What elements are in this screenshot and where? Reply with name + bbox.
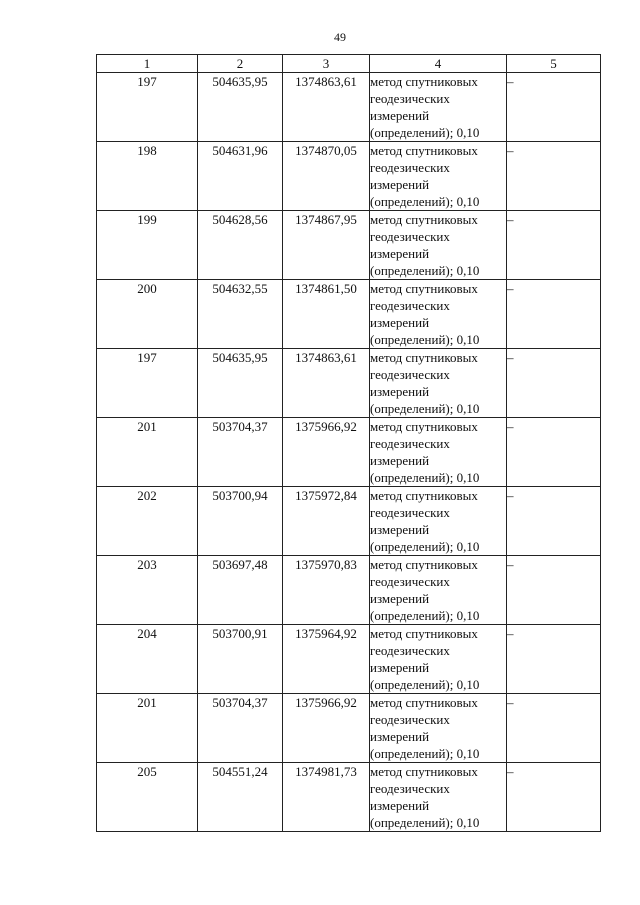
table-row [97,556,601,625]
point-number-cell: 197 [97,349,198,418]
column-header-1: 1 [97,55,198,73]
point-number-cell: 204 [97,625,198,694]
x-coordinate-cell: 503700,94 [198,487,283,556]
method-cell: метод спутниковых геодезических измерений (определений); 0,10 [370,418,507,487]
table-row [97,487,601,556]
x-coordinate-cell: 504635,95 [198,349,283,418]
x-coordinate-cell: 503697,48 [198,556,283,625]
point-number-cell: 201 [97,694,198,763]
method-cell: метод спутниковых геодезических измерений (определений); 0,10 [370,142,507,211]
note-cell: – [507,211,601,280]
note-cell: – [507,487,601,556]
y-coordinate-cell: 1374861,50 [283,280,370,349]
x-coordinate-cell: 504632,55 [198,280,283,349]
x-coordinate-cell: 504631,96 [198,142,283,211]
table-row [97,763,601,832]
table-row [97,142,601,211]
y-coordinate-cell: 1374870,05 [283,142,370,211]
note-cell: – [507,625,601,694]
note-cell: – [507,142,601,211]
x-coordinate-cell: 504628,56 [198,211,283,280]
method-cell: метод спутниковых геодезических измерений (определений); 0,10 [370,211,507,280]
table-row [97,73,601,142]
point-number-cell: 205 [97,763,198,832]
table-body [97,73,601,832]
method-cell: метод спутниковых геодезических измерений (определений); 0,10 [370,625,507,694]
y-coordinate-cell: 1375966,92 [283,418,370,487]
column-header-3: 3 [283,55,370,73]
table-row [97,349,601,418]
method-cell: метод спутниковых геодезических измерений (определений); 0,10 [370,556,507,625]
page-number: 49 [334,30,346,44]
coordinates-table [96,54,601,832]
point-number-cell: 201 [97,418,198,487]
point-number-cell: 199 [97,211,198,280]
x-coordinate-cell: 504551,24 [198,763,283,832]
x-coordinate-cell: 503700,91 [198,625,283,694]
method-cell: метод спутниковых геодезических измерений (определений); 0,10 [370,487,507,556]
note-cell: – [507,418,601,487]
x-coordinate-cell: 503704,37 [198,418,283,487]
point-number-cell: 203 [97,556,198,625]
y-coordinate-cell: 1374867,95 [283,211,370,280]
point-number-cell: 197 [97,73,198,142]
point-number-cell: 200 [97,280,198,349]
table-row [97,694,601,763]
x-coordinate-cell: 503704,37 [198,694,283,763]
y-coordinate-cell: 1374863,61 [283,349,370,418]
column-header-2: 2 [198,55,283,73]
note-cell: – [507,763,601,832]
point-number-cell: 198 [97,142,198,211]
y-coordinate-cell: 1375970,83 [283,556,370,625]
note-cell: – [507,349,601,418]
x-coordinate-cell: 504635,95 [198,73,283,142]
table-row [97,625,601,694]
column-header-4: 4 [370,55,507,73]
point-number-cell: 202 [97,487,198,556]
y-coordinate-cell: 1374981,73 [283,763,370,832]
note-cell: – [507,694,601,763]
note-cell: – [507,280,601,349]
table-row [97,280,601,349]
method-cell: метод спутниковых геодезических измерений (определений); 0,10 [370,349,507,418]
table-row [97,418,601,487]
y-coordinate-cell: 1375966,92 [283,694,370,763]
table-header-row [97,55,601,73]
note-cell: – [507,556,601,625]
table-row [97,211,601,280]
y-coordinate-cell: 1375972,84 [283,487,370,556]
method-cell: метод спутниковых геодезических измерений (определений); 0,10 [370,763,507,832]
method-cell: метод спутниковых геодезических измерений (определений); 0,10 [370,280,507,349]
column-header-5: 5 [507,55,601,73]
method-cell: метод спутниковых геодезических измерений (определений); 0,10 [370,694,507,763]
y-coordinate-cell: 1374863,61 [283,73,370,142]
y-coordinate-cell: 1375964,92 [283,625,370,694]
note-cell: – [507,73,601,142]
method-cell: метод спутниковых геодезических измерений (определений); 0,10 [370,73,507,142]
